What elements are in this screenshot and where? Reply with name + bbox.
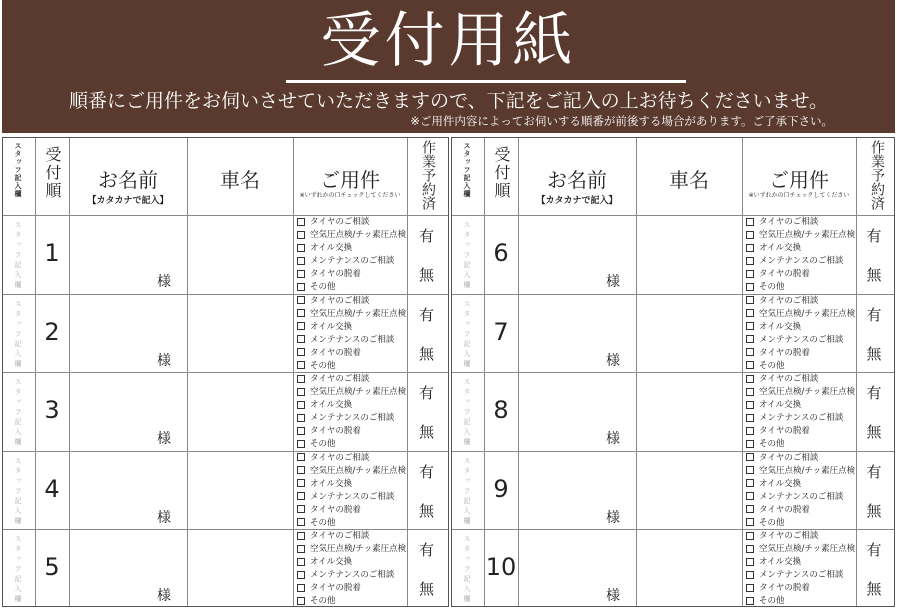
checkbox-icon[interactable] xyxy=(746,584,754,592)
purpose-option-label: オイル交換 xyxy=(759,478,802,489)
purpose-option-label: その他 xyxy=(310,596,336,606)
reception-table-right xyxy=(451,137,895,607)
purpose-option-label: その他 xyxy=(759,439,785,449)
checkbox-icon[interactable] xyxy=(297,453,305,461)
purpose-option-label: オイル交換 xyxy=(310,400,353,410)
purpose-option-label: メンテナンスのご相談 xyxy=(759,570,844,580)
purpose-option-label: メンテナンスのご相談 xyxy=(310,570,395,580)
header-purpose: ご用件 xyxy=(320,168,380,192)
checkbox-icon[interactable] xyxy=(297,518,305,526)
header-car: 車名 xyxy=(220,168,260,192)
purpose-option[interactable] xyxy=(746,321,801,334)
purpose-option[interactable] xyxy=(746,216,818,229)
honorific-sama: 様 xyxy=(157,274,171,290)
purpose-option[interactable] xyxy=(297,386,406,399)
header-reserved: 作業予約済 xyxy=(420,140,436,210)
checkbox-icon[interactable] xyxy=(746,571,754,579)
purpose-option-label: 空気圧点検/チッ素圧点検 xyxy=(310,230,407,240)
purpose-option[interactable] xyxy=(746,281,785,294)
purpose-option[interactable] xyxy=(746,255,843,268)
car-input-area[interactable] xyxy=(187,215,293,294)
checkbox-icon[interactable] xyxy=(297,584,305,592)
purpose-option-label: タイヤのご相談 xyxy=(759,217,819,227)
checkbox-icon[interactable] xyxy=(746,218,754,226)
purpose-option[interactable] xyxy=(746,517,785,530)
reserved-yes[interactable]: 有 xyxy=(866,227,882,245)
purpose-option[interactable] xyxy=(746,334,843,347)
reserved-yes[interactable]: 有 xyxy=(418,384,434,402)
reserved-yes[interactable]: 有 xyxy=(866,305,882,324)
purpose-option[interactable] xyxy=(297,556,352,569)
purpose-option[interactable] xyxy=(297,281,336,294)
purpose-option-label: オイル交換 xyxy=(759,557,802,567)
purpose-option[interactable] xyxy=(297,595,336,608)
purpose-option-label: オイル交換 xyxy=(310,478,353,489)
purpose-option[interactable] xyxy=(297,478,352,491)
honorific-sama: 様 xyxy=(606,274,620,290)
purpose-option-label: タイヤの脱着 xyxy=(759,426,810,436)
purpose-option[interactable] xyxy=(746,425,810,438)
purpose-option[interactable] xyxy=(746,229,855,242)
header-name: お名前 xyxy=(547,168,607,192)
purpose-option[interactable] xyxy=(297,543,406,556)
purpose-option-label: メンテナンスのご相談 xyxy=(310,491,395,502)
header-order: 受付順 xyxy=(492,146,511,200)
purpose-option-label: メンテナンスのご相談 xyxy=(310,413,395,423)
header-purpose: ご用件 xyxy=(769,168,829,192)
purpose-option-label: タイヤの脱着 xyxy=(759,583,810,593)
purpose-option-label: メンテナンスのご相談 xyxy=(759,413,844,423)
purpose-option-label: オイル交換 xyxy=(759,321,802,332)
purpose-option-label: メンテナンスのご相談 xyxy=(759,256,844,266)
reserved-yes[interactable]: 有 xyxy=(866,541,882,559)
purpose-option-label: 空気圧点検/チッ素圧点検 xyxy=(310,308,407,319)
purpose-option-label: メンテナンスのご相談 xyxy=(310,334,395,345)
purpose-option-label: タイヤのご相談 xyxy=(310,217,370,227)
checkbox-icon[interactable] xyxy=(746,335,754,343)
staff-use-cell: スタッフ記入欄 xyxy=(463,535,471,605)
purpose-option[interactable] xyxy=(297,452,369,465)
purpose-option[interactable] xyxy=(297,347,361,360)
purpose-option-label: オイル交換 xyxy=(759,243,802,253)
car-input-area[interactable] xyxy=(636,215,742,294)
purpose-option[interactable] xyxy=(746,465,855,478)
purpose-option[interactable] xyxy=(746,478,801,491)
reserved-yes[interactable]: 有 xyxy=(418,227,434,245)
header-banner xyxy=(2,0,895,133)
purpose-option[interactable] xyxy=(746,491,843,504)
purpose-option[interactable] xyxy=(297,399,352,412)
purpose-option[interactable] xyxy=(297,360,336,373)
checkbox-icon[interactable] xyxy=(746,440,754,448)
purpose-option-label: メンテナンスのご相談 xyxy=(759,491,844,502)
purpose-option[interactable] xyxy=(746,399,801,412)
purpose-option-label: その他 xyxy=(759,282,785,292)
reserved-no[interactable]: 無 xyxy=(418,501,434,520)
checkbox-icon[interactable] xyxy=(746,466,754,474)
purpose-option[interactable] xyxy=(746,308,855,321)
purpose-option[interactable] xyxy=(746,582,810,595)
purpose-option-label: その他 xyxy=(310,517,336,528)
purpose-option[interactable] xyxy=(746,412,843,425)
checkbox-icon[interactable] xyxy=(746,414,754,422)
honorific-sama: 様 xyxy=(606,431,620,447)
purpose-option[interactable] xyxy=(746,386,855,399)
reception-number: 1 xyxy=(44,239,60,267)
staff-use-cell: スタッフ記入欄 xyxy=(463,221,471,291)
checkbox-icon[interactable] xyxy=(297,492,305,500)
car-input-area[interactable] xyxy=(636,451,742,530)
purpose-option[interactable] xyxy=(297,216,369,229)
purpose-option-label: タイヤのご相談 xyxy=(759,374,819,384)
reserved-no[interactable]: 無 xyxy=(866,501,882,520)
checkbox-icon[interactable] xyxy=(297,296,305,304)
reserved-no[interactable]: 無 xyxy=(418,344,434,363)
purpose-option-label: 空気圧点検/チッ素圧点検 xyxy=(310,544,407,554)
purpose-option-label: タイヤの脱着 xyxy=(310,504,361,515)
reserved-yes[interactable]: 有 xyxy=(418,541,434,559)
purpose-option[interactable] xyxy=(297,334,394,347)
honorific-sama: 様 xyxy=(157,588,171,604)
purpose-option-label: 空気圧点検/チッ素圧点検 xyxy=(759,544,856,554)
page-title: 受付用紙 xyxy=(320,6,577,76)
purpose-option-label: 空気圧点検/チッ素圧点検 xyxy=(310,465,407,476)
purpose-option-label: オイル交換 xyxy=(310,243,353,253)
checkbox-icon[interactable] xyxy=(297,244,305,252)
header-reserved: 作業予約済 xyxy=(869,140,885,210)
checkbox-icon[interactable] xyxy=(746,427,754,435)
checkbox-icon[interactable] xyxy=(746,244,754,252)
purpose-option-label: タイヤの脱着 xyxy=(310,426,361,436)
purpose-option-label: 空気圧点検/チッ素圧点検 xyxy=(759,230,856,240)
car-input-area[interactable] xyxy=(636,372,742,451)
purpose-option[interactable] xyxy=(746,360,785,373)
car-input-area[interactable] xyxy=(187,294,293,373)
reserved-no[interactable]: 無 xyxy=(418,580,434,598)
checkbox-icon[interactable] xyxy=(297,375,305,383)
purpose-option[interactable] xyxy=(746,347,810,360)
header-car: 車名 xyxy=(669,168,709,192)
purpose-option[interactable] xyxy=(746,438,785,451)
checkbox-icon[interactable] xyxy=(746,597,754,605)
purpose-option[interactable] xyxy=(297,425,361,438)
checkbox-icon[interactable] xyxy=(297,427,305,435)
instruction-text: 順番にご用件をお伺いさせていただきますので、下記をご記入の上お待ちくださいませ。 xyxy=(68,90,829,112)
purpose-option-label: 空気圧点検/チッ素圧点検 xyxy=(759,465,856,476)
header-name: お名前 xyxy=(98,168,158,192)
staff-use-cell: スタッフ記入欄 xyxy=(14,221,22,291)
staff-use-cell: スタッフ記入欄 xyxy=(14,456,22,527)
checkbox-icon[interactable] xyxy=(746,479,754,487)
purpose-option-label: タイヤの脱着 xyxy=(310,583,361,593)
checkbox-icon[interactable] xyxy=(746,375,754,383)
checkbox-icon[interactable] xyxy=(297,558,305,566)
staff-use-cell: スタッフ記入欄 xyxy=(463,299,471,370)
staff-use-cell: スタッフ記入欄 xyxy=(14,535,22,605)
checkbox-icon[interactable] xyxy=(297,440,305,448)
staff-use-cell: スタッフ記入欄 xyxy=(463,378,471,448)
purpose-option[interactable] xyxy=(297,582,361,595)
checkbox-icon[interactable] xyxy=(746,296,754,304)
purpose-option[interactable] xyxy=(746,242,801,255)
checkbox-icon[interactable] xyxy=(297,466,305,474)
honorific-sama: 様 xyxy=(606,352,620,369)
purpose-option-label: タイヤのご相談 xyxy=(310,452,370,463)
reserved-no[interactable]: 無 xyxy=(418,423,434,441)
reserved-no[interactable]: 無 xyxy=(866,344,882,363)
purpose-option-label: その他 xyxy=(310,439,336,449)
purpose-option[interactable] xyxy=(297,242,352,255)
purpose-option-label: タイヤのご相談 xyxy=(310,531,370,541)
purpose-option[interactable] xyxy=(297,229,406,242)
purpose-option-label: オイル交換 xyxy=(759,400,802,410)
header-name-katakana: 【カタカナで記入】 xyxy=(87,196,169,206)
purpose-option[interactable] xyxy=(746,504,810,517)
checkbox-icon[interactable] xyxy=(746,388,754,396)
reception-table-left xyxy=(2,137,449,607)
purpose-option-label: 空気圧点検/チッ素圧点検 xyxy=(759,308,856,319)
purpose-option-label: タイヤのご相談 xyxy=(759,452,819,463)
purpose-option-label: タイヤの脱着 xyxy=(310,347,361,358)
purpose-option[interactable] xyxy=(297,373,369,386)
purpose-option[interactable] xyxy=(297,321,352,334)
checkbox-icon[interactable] xyxy=(746,270,754,278)
checkbox-icon[interactable] xyxy=(297,218,305,226)
checkbox-icon[interactable] xyxy=(297,571,305,579)
checkbox-icon[interactable] xyxy=(746,518,754,526)
checkbox-icon[interactable] xyxy=(746,545,754,553)
purpose-option-label: オイル交換 xyxy=(310,557,353,567)
staff-use-cell: スタッフ記入欄 xyxy=(463,456,471,527)
purpose-option[interactable] xyxy=(746,569,843,582)
checkbox-icon[interactable] xyxy=(746,558,754,566)
purpose-option-label: 空気圧点検/チッ素圧点検 xyxy=(310,387,407,397)
checkbox-icon[interactable] xyxy=(297,532,305,540)
purpose-option-label: タイヤの脱着 xyxy=(759,504,810,515)
reserved-no[interactable]: 無 xyxy=(866,580,882,598)
checkbox-icon[interactable] xyxy=(297,597,305,605)
car-input-area[interactable] xyxy=(187,372,293,451)
checkbox-icon[interactable] xyxy=(746,309,754,317)
checkbox-icon[interactable] xyxy=(746,453,754,461)
purpose-option[interactable] xyxy=(297,255,394,268)
checkbox-icon[interactable] xyxy=(746,505,754,513)
checkbox-icon[interactable] xyxy=(746,401,754,409)
reception-number: 8 xyxy=(493,396,509,424)
purpose-option-label: その他 xyxy=(310,282,336,292)
reception-number: 9 xyxy=(493,474,509,503)
header-staff-use: スタッフ記入欄 xyxy=(14,142,22,198)
title-underline xyxy=(286,80,686,83)
staff-use-cell: スタッフ記入欄 xyxy=(14,378,22,448)
checkbox-icon[interactable] xyxy=(297,335,305,343)
car-input-area[interactable] xyxy=(636,529,742,608)
purpose-option[interactable] xyxy=(297,308,406,321)
checkbox-icon[interactable] xyxy=(746,322,754,330)
reception-number: 3 xyxy=(44,396,60,424)
checkbox-icon[interactable] xyxy=(297,505,305,513)
reception-number: 10 xyxy=(485,553,517,581)
reserved-no[interactable]: 無 xyxy=(866,266,882,284)
header-name-katakana: 【カタカナで記入】 xyxy=(536,196,618,206)
purpose-option-label: その他 xyxy=(759,596,785,606)
purpose-option[interactable] xyxy=(746,556,801,569)
purpose-option[interactable] xyxy=(297,530,369,543)
honorific-sama: 様 xyxy=(157,509,171,526)
purpose-option[interactable] xyxy=(297,517,336,530)
checkbox-icon[interactable] xyxy=(297,361,305,369)
header-purpose-note: ※いずれかの口チェックしてください xyxy=(299,192,401,199)
honorific-sama: 様 xyxy=(606,509,620,526)
purpose-option[interactable] xyxy=(746,452,818,465)
checkbox-icon[interactable] xyxy=(297,283,305,291)
checkbox-icon[interactable] xyxy=(746,348,754,356)
checkbox-icon[interactable] xyxy=(297,414,305,422)
purpose-option[interactable] xyxy=(746,595,785,608)
purpose-option-label: メンテナンスのご相談 xyxy=(759,334,844,345)
checkbox-icon[interactable] xyxy=(297,401,305,409)
car-input-area[interactable] xyxy=(187,451,293,530)
checkbox-icon[interactable] xyxy=(297,322,305,330)
purpose-option-label: その他 xyxy=(759,517,785,528)
checkbox-icon[interactable] xyxy=(297,309,305,317)
checkbox-icon[interactable] xyxy=(297,545,305,553)
reception-number: 4 xyxy=(44,474,60,503)
purpose-option[interactable] xyxy=(297,465,406,478)
reception-number: 6 xyxy=(493,239,509,267)
checkbox-icon[interactable] xyxy=(746,283,754,291)
purpose-option[interactable] xyxy=(297,504,361,517)
reserved-no[interactable]: 無 xyxy=(418,266,434,284)
checkbox-icon[interactable] xyxy=(746,361,754,369)
staff-use-cell: スタッフ記入欄 xyxy=(14,299,22,370)
checkbox-icon[interactable] xyxy=(297,270,305,278)
car-input-area[interactable] xyxy=(636,294,742,373)
checkbox-icon[interactable] xyxy=(746,532,754,540)
purpose-option-label: その他 xyxy=(310,360,336,371)
reserved-yes[interactable]: 有 xyxy=(418,462,434,481)
honorific-sama: 様 xyxy=(157,431,171,447)
reserved-no[interactable]: 無 xyxy=(866,423,882,441)
checkbox-icon[interactable] xyxy=(746,257,754,265)
purpose-option-label: メンテナンスのご相談 xyxy=(310,256,395,266)
purpose-option[interactable] xyxy=(746,268,810,281)
header-order: 受付順 xyxy=(43,146,62,200)
honorific-sama: 様 xyxy=(157,352,171,369)
purpose-option-label: タイヤのご相談 xyxy=(759,531,819,541)
purpose-option[interactable] xyxy=(297,491,394,504)
reception-number: 5 xyxy=(44,553,60,581)
purpose-option-label: タイヤのご相談 xyxy=(310,374,370,384)
checkbox-icon[interactable] xyxy=(297,257,305,265)
checkbox-icon[interactable] xyxy=(297,479,305,487)
reception-number: 2 xyxy=(44,317,60,346)
checkbox-icon[interactable] xyxy=(746,231,754,239)
car-input-area[interactable] xyxy=(187,529,293,608)
order-note: ※ご用件内容によってお伺いする順番が前後する場合があります。ご了承下さい。 xyxy=(410,114,833,128)
purpose-option-label: タイヤのご相談 xyxy=(310,295,370,306)
purpose-option[interactable] xyxy=(297,569,394,582)
reception-number: 7 xyxy=(493,317,509,346)
header-staff-use: スタッフ記入欄 xyxy=(463,142,471,198)
purpose-option-label: 空気圧点検/チッ素圧点検 xyxy=(759,387,856,397)
purpose-option[interactable] xyxy=(746,530,818,543)
reserved-yes[interactable]: 有 xyxy=(418,305,434,324)
purpose-option[interactable] xyxy=(297,438,336,451)
purpose-option[interactable] xyxy=(746,373,818,386)
purpose-option[interactable] xyxy=(746,543,855,556)
purpose-option-label: タイヤの脱着 xyxy=(310,269,361,279)
purpose-option[interactable] xyxy=(297,412,394,425)
checkbox-icon[interactable] xyxy=(746,492,754,500)
purpose-option[interactable] xyxy=(746,295,818,308)
purpose-option-label: その他 xyxy=(759,360,785,371)
purpose-option[interactable] xyxy=(297,268,361,281)
purpose-option-label: オイル交換 xyxy=(310,321,353,332)
honorific-sama: 様 xyxy=(606,588,620,604)
purpose-option-label: タイヤの脱着 xyxy=(759,269,810,279)
reserved-yes[interactable]: 有 xyxy=(866,384,882,402)
checkbox-icon[interactable] xyxy=(297,388,305,396)
purpose-option[interactable] xyxy=(297,295,369,308)
checkbox-icon[interactable] xyxy=(297,231,305,239)
purpose-option-label: タイヤのご相談 xyxy=(759,295,819,306)
checkbox-icon[interactable] xyxy=(297,348,305,356)
header-purpose-note: ※いずれかの口チェックしてください xyxy=(748,192,850,199)
reserved-yes[interactable]: 有 xyxy=(866,462,882,481)
purpose-option-label: タイヤの脱着 xyxy=(759,347,810,358)
